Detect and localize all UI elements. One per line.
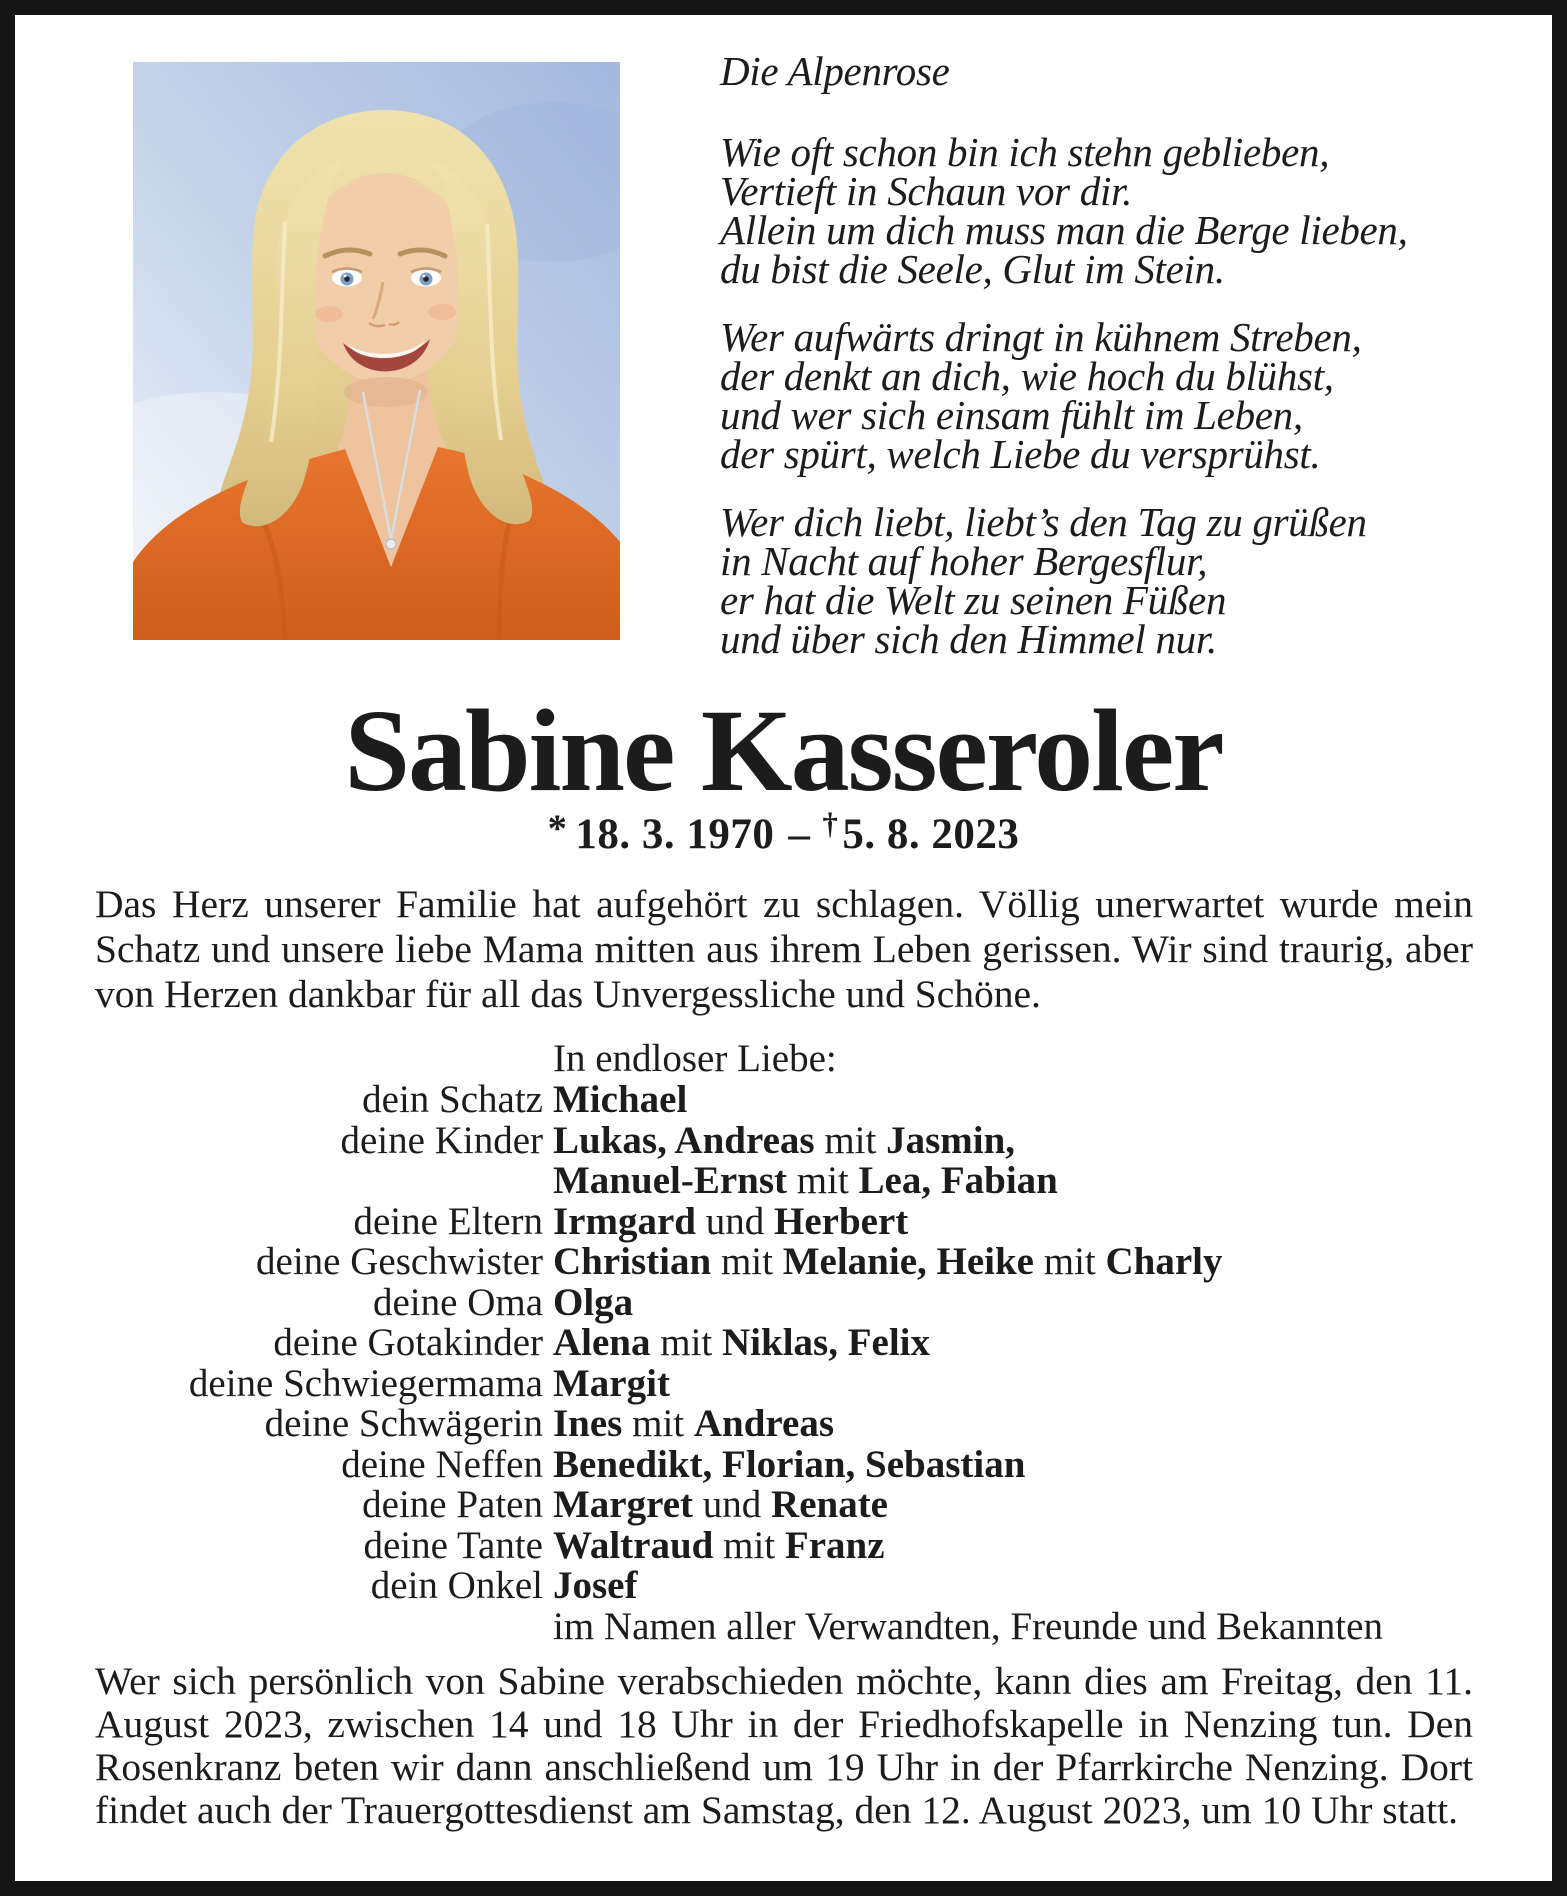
poem-line: und über sich den Himmel nur. xyxy=(720,616,1217,662)
poem-line: er hat die Welt zu seinen Füßen xyxy=(720,577,1227,623)
family-row xyxy=(95,1361,1485,1405)
family-relation: deine Schwiegermama xyxy=(188,1361,543,1405)
family-names: Irmgard und Herbert xyxy=(553,1199,909,1243)
birth-symbol: * xyxy=(547,808,568,851)
farewell-text: Wer sich persönlich von Sabine verabschieden möchte, kann dies am Freitag, den 11. August 2023, zwischen 14 und 18 Uhr in der Friedhofskapelle in Nenzing tun. Den Rosenkranz beten wir dann anschließend um 19 Uhr in der Pfarrkirche Nenzing. Dort findet auch der Trauergottesdienst am Samstag, den 12. August 2023, um 10 Uhr statt. xyxy=(95,1659,1473,1832)
poem-line: Vertieft in Schaun vor dir. xyxy=(720,168,1133,214)
family-names: Olga xyxy=(553,1280,634,1324)
family-relation: deine Tante xyxy=(363,1523,543,1567)
family-names: Waltraud mit Franz xyxy=(553,1523,885,1567)
closing-line: im Namen aller Verwandten, Freunde und Bekannten xyxy=(553,1604,1383,1648)
family-list xyxy=(95,1080,1485,1647)
family-names: Christian mit Melanie, Heike mit Charly xyxy=(553,1240,1223,1283)
deceased-photo xyxy=(133,62,620,640)
family-closing-row xyxy=(95,1604,1485,1648)
deceased-name: Sabine Kasseroler xyxy=(344,685,1223,816)
family-row xyxy=(95,1566,1485,1607)
dates-separator: – xyxy=(788,811,811,858)
family-relation xyxy=(95,1161,543,1202)
family-row xyxy=(95,1242,1485,1283)
family-relation: deine Neffen xyxy=(341,1442,543,1486)
poem-line: Wer aufwärts dringt in kühnem Streben, xyxy=(720,314,1362,360)
family-row xyxy=(95,1323,1485,1364)
family-relation: deine Kinder xyxy=(340,1118,543,1162)
life-dates xyxy=(0,806,1567,859)
family-row xyxy=(95,1442,1485,1486)
family-relation: deine Paten xyxy=(362,1483,543,1526)
family-relation-empty xyxy=(95,1607,543,1648)
family-row xyxy=(95,1199,1485,1243)
poem-line: der denkt an dich, wie hoch du blühst, xyxy=(720,353,1334,399)
family-relation: deine Oma xyxy=(372,1280,543,1324)
family-relation: dein Schatz xyxy=(362,1078,543,1121)
announcement-text: Das Herz unserer Familie hat aufgehört zu schlagen. Völlig unerwartet wurde mein Schatz und unsere liebe Mama mitten aus ihrem Leben gerissen. Wir sind traurig, aber von Herzen dankbar für all das Unvergessliche und Schöne. xyxy=(95,882,1473,1016)
poem-line: Wer dich liebt, liebt’s den Tag zu grüßen xyxy=(720,499,1367,545)
family-relation: deine Eltern xyxy=(353,1199,543,1243)
poem-line: Wie oft schon bin ich stehn geblieben, xyxy=(720,129,1330,175)
family-names: Michael xyxy=(553,1078,688,1121)
family-relation: deine Gotakinder xyxy=(273,1321,543,1364)
family-names: Ines mit Andreas xyxy=(553,1402,835,1445)
poem-line: in Nacht auf hoher Bergesflur, xyxy=(720,538,1208,584)
poem-line: der spürt, welch Liebe du versprühst. xyxy=(720,431,1321,477)
poem-line: Allein um dich muss man die Berge lieben, xyxy=(720,207,1408,253)
family-names: Lukas, Andreas mit Jasmin, xyxy=(553,1118,1016,1162)
family-row xyxy=(95,1280,1485,1324)
poem-stanza xyxy=(720,314,1520,477)
death-date: 5. 8. 2023 xyxy=(842,811,1020,858)
poem-line: du bist die Seele, Glut im Stein. xyxy=(720,246,1225,292)
poem-stanza xyxy=(720,129,1520,292)
family-row xyxy=(95,1404,1485,1445)
family-names: Margit xyxy=(553,1361,670,1405)
poem-stanza xyxy=(720,499,1520,662)
family-row xyxy=(95,1485,1485,1526)
poem-line: und wer sich einsam fühlt im Leben, xyxy=(720,392,1303,438)
love-line: In endloser Liebe: xyxy=(553,1037,837,1080)
family-row xyxy=(95,1161,1485,1202)
death-symbol: † xyxy=(822,806,839,842)
family-relation: deine Geschwister xyxy=(256,1240,543,1283)
family-names: Benedikt, Florian, Sebastian xyxy=(553,1442,1026,1486)
family-names: Manuel-Ernst mit Lea, Fabian xyxy=(553,1159,1058,1202)
portrait-illustration xyxy=(133,62,620,640)
family-row xyxy=(95,1523,1485,1567)
family-relation: deine Schwägerin xyxy=(264,1402,543,1445)
family-names: Margret und Renate xyxy=(553,1483,888,1526)
family-row xyxy=(95,1080,1485,1121)
memorial-poem xyxy=(720,48,1520,688)
family-row xyxy=(95,1118,1485,1162)
family-relation: dein Onkel xyxy=(370,1564,543,1607)
birth-date: 18. 3. 1970 xyxy=(575,811,775,858)
poem-title: Die Alpenrose xyxy=(720,48,950,94)
family-names: Alena mit Niklas, Felix xyxy=(553,1321,931,1364)
family-names: Josef xyxy=(553,1564,638,1607)
